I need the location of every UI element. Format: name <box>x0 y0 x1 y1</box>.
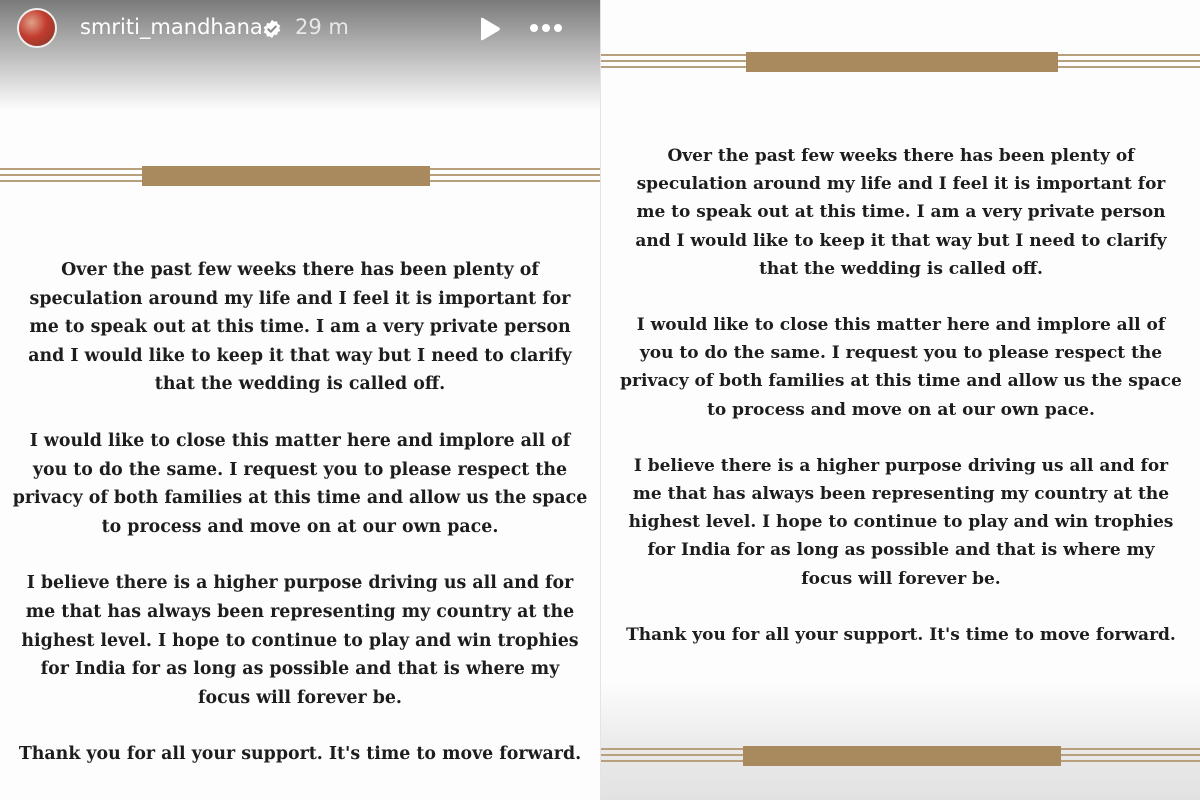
statement-line: I would like to close this matter here and implore all of <box>636 315 1166 336</box>
statement-line: me to speak out at this time. I am a very private person <box>636 202 1166 223</box>
statement-paragraph <box>601 311 1200 424</box>
decorative-gold-band-bottom <box>601 745 1200 769</box>
statement-line: you to do the same. I request you to please respect the <box>639 343 1163 364</box>
statement-line: me that has always been representing my country at the <box>25 601 575 622</box>
statement-line: Over the past few weeks there has been plenty of <box>667 146 1135 166</box>
statement-line: speculation around my life and I feel it is important for <box>636 174 1166 195</box>
statement-text <box>0 256 600 769</box>
statement-paragraph <box>0 427 600 541</box>
statement-paragraph <box>0 569 600 712</box>
statement-line: I would like to close this matter here and implore all of <box>29 430 571 451</box>
statement-line: privacy of both families at this time and allow us the space <box>12 488 588 509</box>
story-username[interactable]: smriti_mandhana <box>80 15 263 39</box>
statement-line: me that has always been representing my country at the <box>632 484 1170 505</box>
statement-line: highest level. I hope to continue to play and win trophies <box>21 630 579 651</box>
statement-line: that the wedding is called off. <box>154 374 446 395</box>
profile-avatar[interactable] <box>17 8 57 48</box>
statement-line: Thank you for all your support. It's time to move forward. <box>18 744 582 765</box>
statement-paragraph <box>0 740 600 769</box>
statement-line: and I would like to keep it that way but I need to clarify <box>635 230 1167 251</box>
play-icon[interactable] <box>478 16 502 42</box>
statement-line: Over the past few weeks there has been plenty of <box>61 260 539 280</box>
bottom-shade <box>601 680 1200 800</box>
statement-line: to process and move on at our own pace. <box>101 516 499 537</box>
statement-paragraph <box>601 452 1200 593</box>
statement-line: focus will forever be. <box>198 687 402 708</box>
statement-graphic-panel <box>600 0 1200 800</box>
statement-text <box>601 142 1200 649</box>
statement-line: highest level. I hope to continue to play and win trophies <box>628 512 1174 533</box>
statement-line: speculation around my life and I feel it is important for <box>29 288 571 309</box>
statement-line: me to speak out at this time. I am a very private person <box>29 317 571 338</box>
statement-line: I believe there is a higher purpose driving us all and for <box>26 573 574 594</box>
statement-line: focus will forever be. <box>801 568 1001 589</box>
statement-line: that the wedding is called off. <box>759 258 1043 279</box>
more-options-icon[interactable] <box>528 18 564 38</box>
statement-line: I believe there is a higher purpose driving us all and for <box>633 455 1169 476</box>
statement-line: for India for as long as possible and that is where my <box>647 540 1155 561</box>
statement-paragraph <box>601 621 1200 649</box>
statement-line: for India for as long as possible and that is where my <box>40 659 560 680</box>
decorative-gold-band-top <box>601 51 1200 75</box>
verified-badge-icon <box>262 19 282 39</box>
statement-paragraph <box>601 142 1200 283</box>
story-timestamp: 29 m <box>295 15 349 39</box>
statement-line: you to do the same. I request you to please respect the <box>32 459 568 480</box>
statement-line: to process and move on at our own pace. <box>707 399 1095 420</box>
story-header <box>0 0 600 110</box>
statement-paragraph <box>0 256 600 399</box>
decorative-gold-band <box>0 165 600 189</box>
statement-line: and I would like to keep it that way but I need to clarify <box>28 345 572 366</box>
statement-line: Thank you for all your support. It's time to move forward. <box>626 624 1176 645</box>
statement-line: privacy of both families at this time and allow us the space <box>620 371 1182 392</box>
